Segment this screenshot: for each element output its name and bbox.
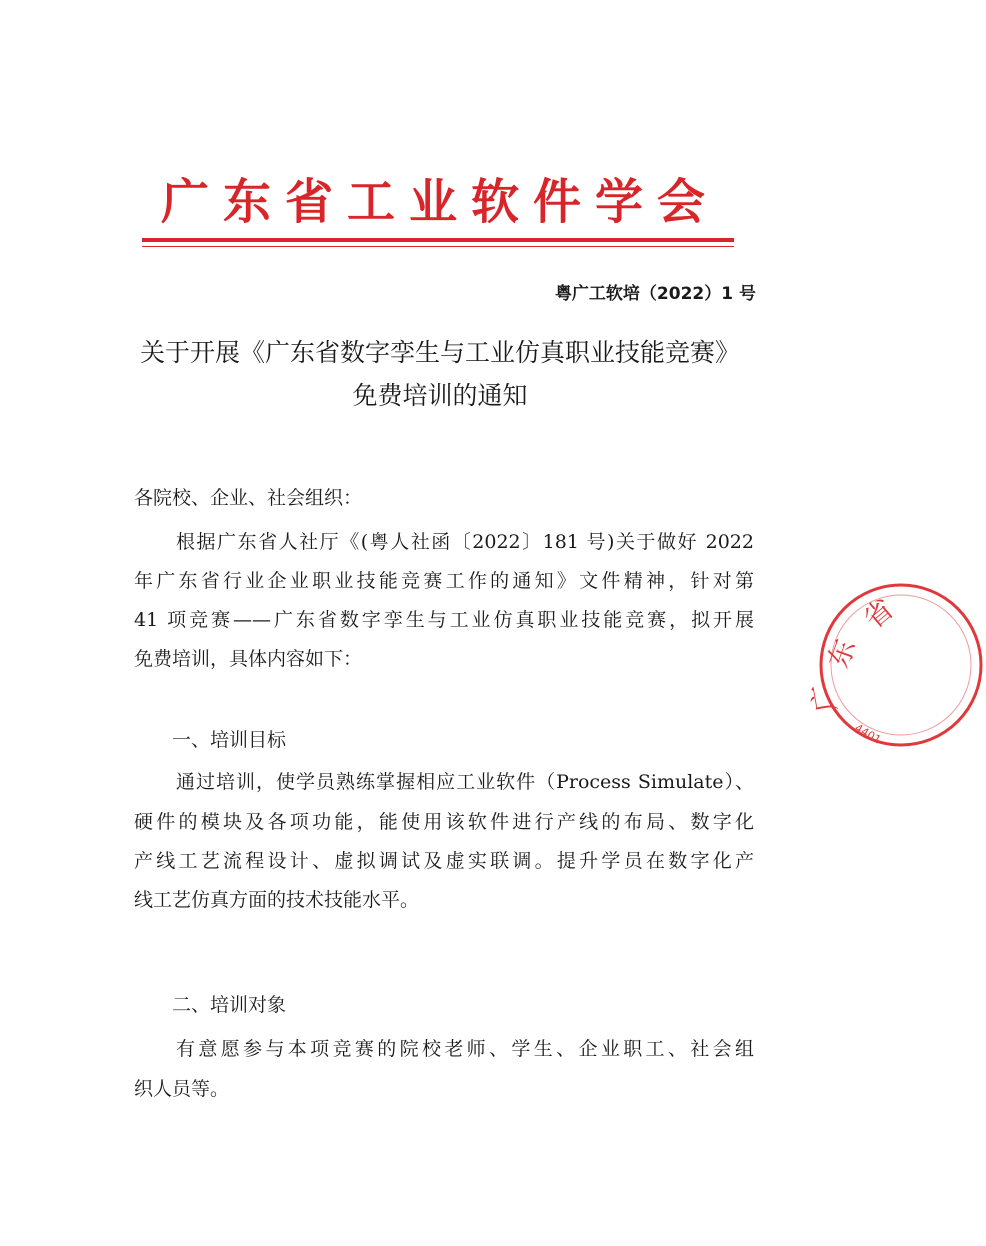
notice-title-line-1: 关于开展《广东省数字孪生与工业仿真职业技能竞赛》 (139, 338, 740, 367)
section-1-line: 通过培训，使学员熟练掌握相应工业软件（Process Simulate）、 (176, 771, 754, 793)
intro-line: 免费培训，具体内容如下： (134, 648, 363, 670)
section-1-heading: 一、培训目标 (172, 729, 287, 751)
section-1-line: 线工艺仿真方面的技术技能水平。 (134, 889, 420, 911)
section-2-heading: 二、培训对象 (172, 994, 287, 1016)
section-2-line: 有意愿参与本项竞赛的院校老师、学生、企业职工、社会组 (176, 1038, 754, 1060)
intro-line: 年广东省行业企业职业技能竞赛工作的通知》文件精神，针对第 (134, 570, 754, 592)
section-1-line: 产线工艺流程设计、虚拟调试及虚实联调。提升学员在数字化产 (134, 850, 754, 872)
intro-line: 41 项竞赛——广东省数字孪生与工业仿真职业技能竞赛，拟开展 (134, 609, 754, 631)
organization-name: 广东省工业软件学会 (160, 174, 719, 230)
notice-title-line-2: 免费培训的通知 (352, 381, 528, 410)
header-rule-thin (142, 246, 734, 247)
intro-line: 根据广东省人社厅《(粤人社函〔2022〕181 号)关于做好 2022 (176, 531, 754, 553)
seal-char-1: 省 (857, 592, 900, 636)
official-seal-stamp (805, 580, 986, 750)
seal-code: 4401 (852, 721, 884, 747)
seal-char-2: 东 (821, 634, 863, 673)
greeting: 各院校、企业、社会组织： (134, 487, 363, 509)
header-rule-thick (142, 238, 734, 242)
section-1-line: 硬件的模块及各项功能，能使用该软件进行产线的布局、数字化 (134, 811, 754, 833)
seal-char-3: 广 (805, 681, 843, 715)
document-number: 粤广工软培（2022）1 号 (554, 284, 756, 304)
section-2-line: 织人员等。 (134, 1078, 230, 1100)
